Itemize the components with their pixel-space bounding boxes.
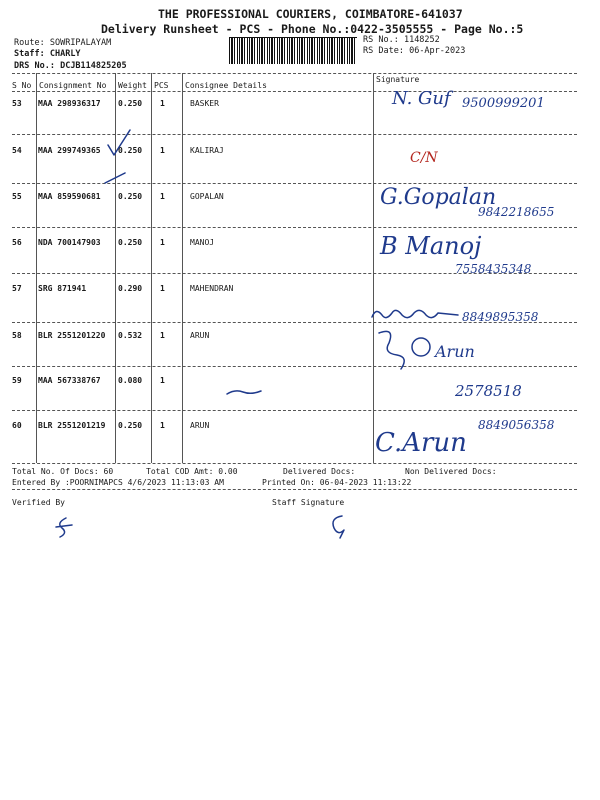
- cell-weight: 0.250: [118, 99, 143, 108]
- cell-pcs: 1: [160, 146, 165, 155]
- table-top-rule: [12, 73, 577, 74]
- staff-signature-label: Staff Signature: [272, 498, 345, 507]
- signature-name: C.Arun: [375, 428, 467, 458]
- signature-phone: 9500999201: [462, 96, 545, 111]
- cell-weight: 0.080: [118, 376, 143, 385]
- rs-date-label: RS Date:: [363, 46, 404, 56]
- cell-consignee: GOPALAN: [190, 192, 224, 201]
- cell-consignment: MAA 298936317: [38, 99, 101, 108]
- cell-consignment: MAA 859590681: [38, 192, 101, 201]
- signature-phone: 9842218655: [478, 205, 555, 219]
- route-label: Route:: [14, 38, 45, 48]
- signature-name: C/N: [410, 150, 438, 166]
- drs-label: DRS No.:: [14, 61, 55, 71]
- col-divider: [36, 73, 37, 463]
- cell-weight: 0.250: [118, 238, 143, 247]
- cell-consignee: KALIRAJ: [190, 146, 224, 155]
- cell-pcs: 1: [160, 99, 165, 108]
- table-bottom-rule: [12, 463, 577, 464]
- cell-consignee: BASKER: [190, 99, 219, 108]
- cell-pcs: 1: [160, 331, 165, 340]
- cell-pcs: 1: [160, 192, 165, 201]
- drs-line: [14, 61, 127, 71]
- row-rule: [12, 183, 577, 184]
- signature-name: B Manoj: [380, 232, 482, 260]
- runsheet-subtitle: Delivery Runsheet - PCS - Phone No.:0422-3505555 - Page No.:5: [101, 22, 524, 36]
- staff-line: [14, 49, 81, 59]
- delivered-docs: Delivered Docs:: [283, 467, 356, 476]
- total-cod: Total COD Amt: 0.00: [146, 467, 238, 476]
- cell-sno: 57: [12, 284, 22, 293]
- rs-no-value: 1148252: [403, 35, 440, 45]
- cell-weight: 0.290: [118, 284, 143, 293]
- signature-phone: 8849895358: [462, 310, 539, 324]
- staff-signature: [326, 510, 350, 540]
- entered-by: Entered By :POORNIMAPCS 4/6/2023 11:13:03 AM: [12, 478, 224, 487]
- cell-consignment: NDA 700147903: [38, 238, 101, 247]
- col-divider: [182, 73, 183, 463]
- cell-sno: 58: [12, 331, 22, 340]
- staff-label: Staff:: [14, 49, 45, 59]
- route-value: SOWRIPALAYAM: [49, 38, 112, 48]
- pen-stroke: [225, 385, 265, 400]
- cell-pcs: 1: [160, 238, 165, 247]
- col-header-consignment: Consignment No: [39, 81, 107, 90]
- row-rule: [12, 366, 577, 367]
- signature-scribble: [375, 325, 435, 375]
- cell-sno: 59: [12, 376, 22, 385]
- cell-consignee: MANOJ: [190, 238, 215, 247]
- footer-rule: [12, 489, 577, 490]
- signature-phone: 2578518: [455, 382, 522, 400]
- cell-consignee: ARUN: [190, 421, 210, 430]
- col-divider: [151, 73, 152, 463]
- verified-signature: [52, 515, 76, 541]
- col-header-signature: Signature: [376, 75, 420, 84]
- cell-sno: 53: [12, 99, 22, 108]
- col-divider: [373, 73, 374, 463]
- cell-consignment: SRG 871941: [38, 284, 87, 293]
- rs-no-line: [363, 35, 440, 45]
- barcode: [229, 37, 357, 64]
- cell-pcs: 1: [160, 284, 165, 293]
- signature-name: N. Guf: [392, 88, 451, 109]
- drs-value: DCJB114825205: [60, 61, 127, 71]
- cell-pcs: 1: [160, 376, 165, 385]
- rs-no-label: RS No.:: [363, 35, 399, 45]
- col-header-pcs: PCS: [154, 81, 169, 90]
- table-header-rule: [12, 91, 577, 92]
- col-header-consignee: Consignee Details: [185, 81, 267, 90]
- cell-weight: 0.250: [118, 192, 143, 201]
- rs-date-value: 06-Apr-2023: [409, 46, 466, 56]
- row-rule: [12, 134, 577, 135]
- cell-sno: 56: [12, 238, 22, 247]
- tick-mark: [100, 125, 143, 185]
- staff-value: CHARLY: [49, 49, 81, 59]
- cell-consignment: MAA 567338767: [38, 376, 101, 385]
- cell-consignment: MAA 299749365: [38, 146, 101, 155]
- signature-scribble: [368, 303, 463, 325]
- cell-consignee: ARUN: [190, 331, 210, 340]
- cell-weight: 0.250: [118, 146, 143, 155]
- signature-phone: 7558435348: [455, 262, 532, 276]
- cell-weight: 0.250: [118, 421, 143, 430]
- col-header-weight: Weight: [118, 81, 147, 90]
- cell-consignment: BLR 2551201219: [38, 421, 106, 430]
- cell-sno: 54: [12, 146, 22, 155]
- row-rule: [12, 410, 577, 411]
- printed-on: Printed On: 06-04-2023 11:13:22: [262, 478, 412, 487]
- signature-phone: 8849056358: [478, 418, 555, 432]
- signature-name: Arun: [435, 342, 475, 361]
- cell-pcs: 1: [160, 421, 165, 430]
- col-header-sno: S No: [12, 81, 32, 90]
- rs-date-line: [363, 46, 465, 56]
- cell-weight: 0.532: [118, 331, 143, 340]
- cell-sno: 60: [12, 421, 22, 430]
- route-line: [14, 38, 111, 48]
- cell-consignee: MAHENDRAN: [190, 284, 234, 293]
- verified-by-label: Verified By: [12, 498, 65, 507]
- cell-sno: 55: [12, 192, 22, 201]
- cell-consignment: BLR 2551201220: [38, 331, 106, 340]
- total-docs: Total No. Of Docs: 60: [12, 467, 114, 476]
- non-delivered-docs: Non Delivered Docs:: [405, 467, 497, 476]
- row-rule: [12, 227, 577, 228]
- signature-name: G.Gopalan: [380, 185, 497, 210]
- company-title: THE PROFESSIONAL COURIERS, COIMBATORE-641037: [158, 7, 463, 21]
